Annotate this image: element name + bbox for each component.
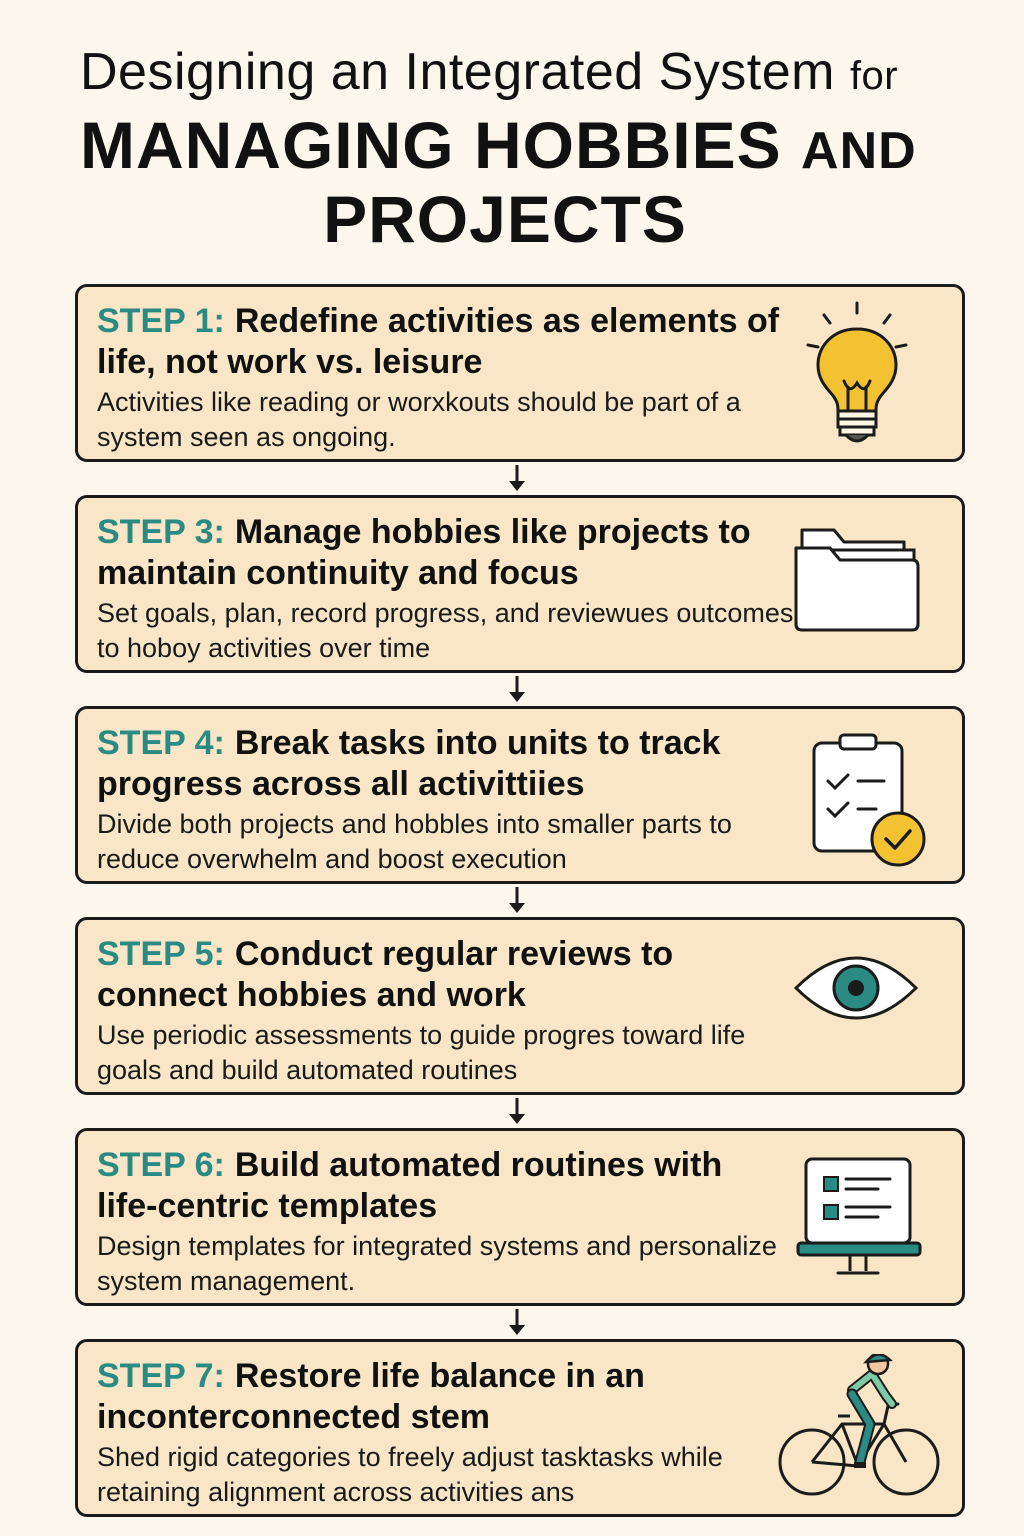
down-arrow-icon xyxy=(505,1309,529,1337)
step-heading xyxy=(97,1356,787,1438)
folder-icon xyxy=(772,510,942,662)
step-heading xyxy=(97,301,787,383)
step-label: STEP 3: xyxy=(97,513,225,551)
down-arrow-icon xyxy=(505,887,529,915)
step-heading xyxy=(97,723,787,805)
step-card-4 xyxy=(75,706,965,884)
title-line-3: PROJECTS xyxy=(323,182,687,256)
eye-icon xyxy=(772,932,942,1084)
step-description: Activities like reading or worxkouts should be part of a system seen as ongoing. xyxy=(97,387,741,452)
step-heading xyxy=(97,934,787,1016)
step-title: Manage hobbies like projects to maintain continuity and focus xyxy=(97,513,751,592)
step-label: STEP 1: xyxy=(97,302,225,340)
step-title: Break tasks into units to track progress across all activittiies xyxy=(97,724,721,803)
step-label: STEP 6: xyxy=(97,1146,225,1184)
title-line-2-main: MANAGING HOBBIES xyxy=(80,108,782,182)
title-line-1-small: for xyxy=(849,54,899,98)
step-description: Set goals, plan, record progress, and reviewues outcomes to hoboy activities over time xyxy=(97,598,794,663)
step-title: Restore life balance in an inconterconnected stem xyxy=(97,1357,645,1436)
down-arrow-icon xyxy=(505,676,529,704)
title-line-1 xyxy=(80,43,980,101)
step-label: STEP 4: xyxy=(97,724,225,762)
down-arrow-icon xyxy=(505,465,529,493)
step-description: Design templates for integrated systems and personalize system management. xyxy=(97,1231,777,1296)
step-label: STEP 5: xyxy=(97,935,225,973)
step-label: STEP 7: xyxy=(97,1357,225,1395)
down-arrow-icon xyxy=(505,1098,529,1126)
title-line-1-main: Designing an Integrated System xyxy=(80,43,835,101)
step-title: Redefine activities as elements of life, not work vs. leisure xyxy=(97,302,780,381)
title-line-2-small: AND xyxy=(801,122,917,180)
step-heading xyxy=(97,1145,787,1227)
monitor-template-icon xyxy=(772,1143,942,1295)
step-card-5 xyxy=(75,917,965,1095)
step-description: Use periodic assessments to guide progres toward life goals and build automated routines xyxy=(97,1020,746,1085)
step-description: Divide both projects and hobbles into smaller parts to reduce overwhelm and boost execution xyxy=(97,809,732,874)
step-title: Conduct regular reviews to connect hobbies and work xyxy=(97,935,674,1014)
step-card-7 xyxy=(75,1339,965,1517)
step-title: Build automated routines with life-centric templates xyxy=(97,1146,723,1225)
title-line-2 xyxy=(80,108,1000,182)
step-card-6 xyxy=(75,1128,965,1306)
lightbulb-icon xyxy=(772,299,942,451)
clipboard-checklist-icon xyxy=(772,721,942,873)
step-card-1 xyxy=(75,284,965,462)
cyclist-icon xyxy=(772,1354,942,1506)
step-heading xyxy=(97,512,787,594)
step-description: Shed rigid categories to freely adjust tasktasks while retaining alignment across activities ans xyxy=(97,1442,723,1507)
step-card-3 xyxy=(75,495,965,673)
